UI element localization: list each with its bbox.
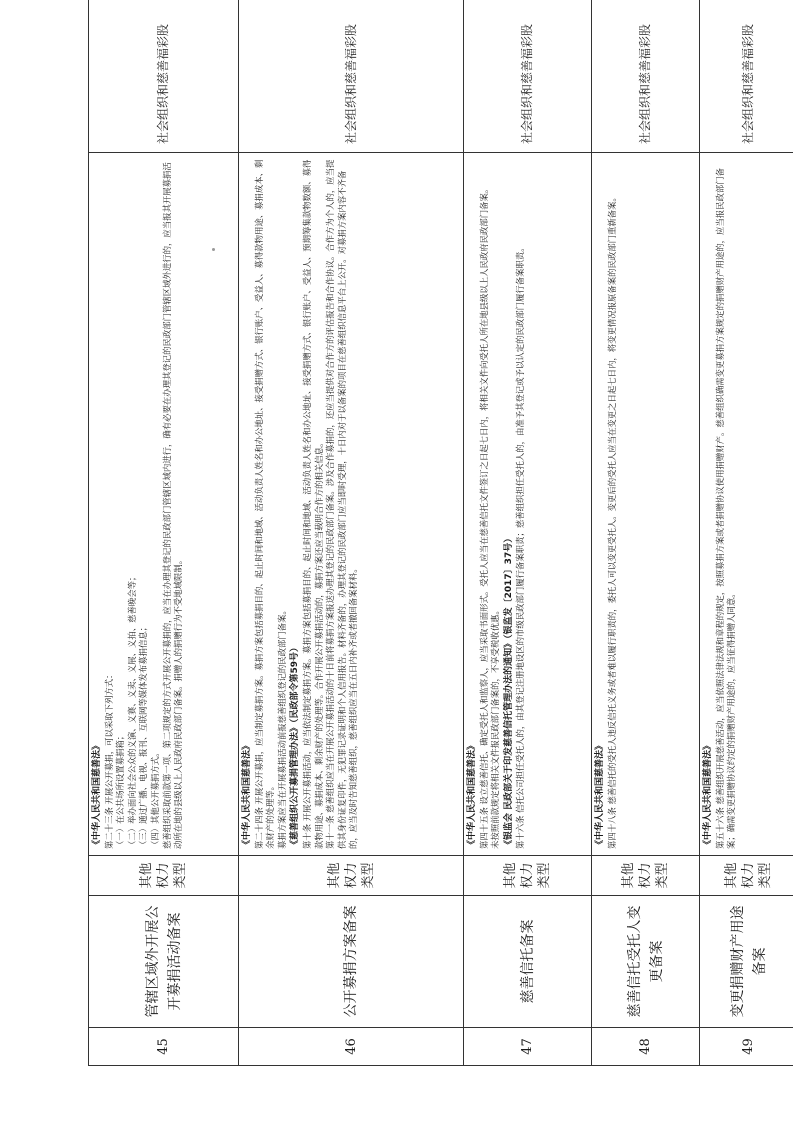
power-type: 其他权力类型 <box>239 856 464 896</box>
legal-basis-block <box>242 159 288 849</box>
legal-basis <box>592 153 700 856</box>
legal-basis <box>700 153 793 856</box>
item-number: 49 <box>700 1028 793 1066</box>
law-title: 《中华人民共和国慈善法》 <box>242 740 252 849</box>
item-name: 管辖区域外开展公开募捐活动备案 <box>89 896 239 1028</box>
law-article-text: 募捐方案应当在开展募捐活动前报慈善组织登记的民政部门备案。 <box>276 606 287 849</box>
law-article-text: 第二十四条 开展公开募捐，应当制定募捐方案。募捐方案包括募捐目的、起止时间和地域、活动负责人姓名和办公地址、接受捐赠方式、银行账户、受益人、募得款物用途、募捐成本、剩余财产的处理等。 <box>253 159 276 849</box>
item-number: 45 <box>89 1028 239 1066</box>
item-number: 46 <box>239 1028 464 1066</box>
law-article-text: 未按照前款规定将相关文件报民政部门备案的，不享受税收优惠。 <box>490 606 501 849</box>
power-type: 其他权力类型 <box>592 856 700 896</box>
item-number: 47 <box>464 1028 592 1066</box>
table-row <box>239 0 464 1066</box>
item-name: 变更捐赠财产用途备案 <box>700 896 793 1028</box>
legal-basis-block <box>290 159 360 849</box>
law-article-text: 第十条 开展公开募捐活动，应当依法制定募捐方案。募捐方案包括募捐目的、起止时间和地域、活动负责人姓名和办公地址、接受捐赠方式、银行账户、受益人、预期筹集款物数额、募得款物用途、募捐成本、剩余财产的处理等。合作开展公开募捐活动的，募捐方案还应当载明合作方的相关信息。 <box>301 159 324 849</box>
law-article-text: （三）通过广播、电视、报刊、互联网等媒体发布募捐信息； <box>138 622 149 849</box>
legal-basis-block <box>504 159 527 849</box>
table-row <box>464 0 592 1066</box>
legal-basis <box>464 153 592 856</box>
law-title: 《中华人民共和国慈善法》 <box>595 740 605 849</box>
law-article-text: 第十六条 信托公司担任受托人的，由其登记注册地设区的市级民政部门履行备案职责；慈善组织担任受托人的，由准予其登记或予以认定的民政部门履行备案职责。 <box>515 243 526 849</box>
legal-basis-block <box>703 159 738 849</box>
law-title: 《中华人民共和国慈善法》 <box>703 740 713 849</box>
item-number: 48 <box>592 1028 700 1066</box>
responsible-department: 社会组织和慈善福彩股 <box>89 0 239 153</box>
legal-basis-block <box>595 159 618 849</box>
law-title: 《慈善组织公开募捐管理办法》（民政部令第59号） <box>290 642 301 849</box>
law-article-text: （一）在公共场所设置募捐箱； <box>115 731 126 849</box>
law-title: 《银监会 民政部关于印发慈善信托管理办法的通知》（银监发〔2017〕37号） <box>503 533 514 849</box>
law-article-text: 第二十三条 开展公开募捐，可以采取下列方式： <box>103 670 114 849</box>
table-row <box>89 0 239 1066</box>
law-title: 《中华人民共和国慈善法》 <box>92 740 102 849</box>
item-name: 慈善信托受托人变更备案 <box>592 896 700 1028</box>
power-type: 其他权力类型 <box>89 856 239 896</box>
item-name: 慈善信托备案 <box>464 896 592 1028</box>
power-type: 其他权力类型 <box>700 856 793 896</box>
power-type: 其他权力类型 <box>464 856 592 896</box>
item-name: 公开募捐方案备案 <box>239 896 464 1028</box>
table-row <box>700 0 793 1066</box>
responsible-department: 社会组织和慈善福彩股 <box>592 0 700 153</box>
responsible-department: 社会组织和慈善福彩股 <box>700 0 793 153</box>
table-row <box>592 0 700 1066</box>
legal-basis <box>89 153 239 856</box>
power-list-table <box>88 0 793 1066</box>
responsible-department: 社会组织和慈善福彩股 <box>464 0 592 153</box>
law-article-text: 第四十八条 慈善信托的受托人违反信托义务或者难以履行职责的，委托人可以变更受托人。变更后的受托人应当在变更之日起七日内，将变更情况报原备案的民政部门重新备案。 <box>606 193 617 849</box>
law-article-text: （四）其他公开募捐方式。 <box>149 748 160 849</box>
scan-speck <box>212 248 215 251</box>
law-article-text: 慈善组织采取前款第一项、第二项规定的方式开展公开募捐的，应当在办理其登记的民政部门管辖区域内进行，确有必要在办理其登记的民政部门管辖区域外进行的，应当报其开展募捐活动所在地的县级以上人民政府民政部门备案。捐赠人的捐赠行为不受地域限制。 <box>161 162 184 849</box>
law-title: 《中华人民共和国慈善法》 <box>467 740 477 849</box>
responsible-department: 社会组织和慈善福彩股 <box>239 0 464 153</box>
law-article-text: 第四十五条 设立慈善信托、确定受托人和监察人，应当采取书面形式。受托人应当在慈善信托文件签订之日起七日内，将相关文件向受托人所在地县级以上人民政府民政部门备案。 <box>478 184 489 849</box>
legal-basis <box>239 153 464 856</box>
legal-basis-block <box>467 159 502 849</box>
law-article-text: 第十一条 慈善组织应当在开展公开募捐活动的十日前将募捐方案报送办理其登记的民政部门备案。涉及合作募捐的，还应当提供对合作方的评估报告和合作协议。合作方为个人的，应当提供其身份证复印件，无犯罪记录证明和个人信用报告。材料齐备的，办理其登记的民政部门应当即时受理，十日内对于以备案的项目在慈善组织信息平台上公开。对募捐方案内容不齐备的，应当及时告知慈善组织，慈善组织应当在五日内补齐或者撤回备案材料。 <box>325 159 359 849</box>
law-article-text: （二）举办面向社会公众的义演、义赛、义卖、义展、义拍、慈善晚会等； <box>126 572 137 849</box>
legal-basis-block <box>92 159 185 849</box>
law-article-text: 第五十六条 慈善组织开展慈善活动，应当依照法律法规和章程的规定，按照募捐方案或者捐赠协议使用捐赠财产。慈善组织确需变更募捐方案规定的捐赠财产用途的，应当报民政部门备案；确需变更捐赠协议约定的捐赠财产用途的，应当征得捐赠人同意。 <box>714 167 737 849</box>
